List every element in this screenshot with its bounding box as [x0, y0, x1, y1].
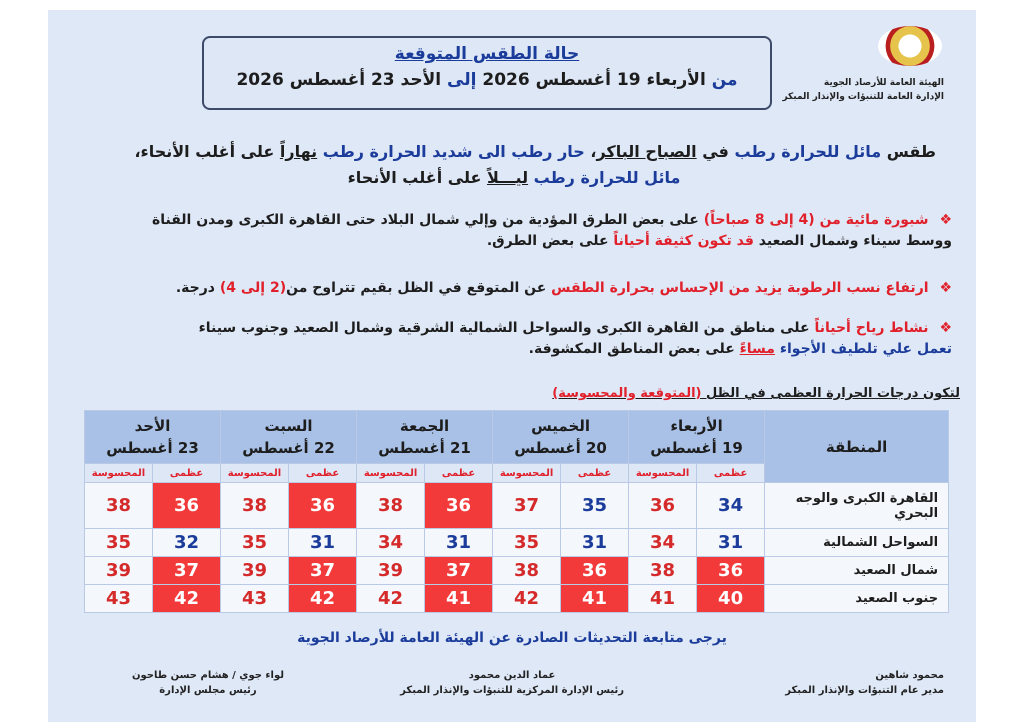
page-title: حالة الطقس المتوقعة	[394, 44, 580, 64]
table-row	[85, 585, 949, 613]
meteorological-authority-logo	[878, 26, 942, 66]
felt-temp-cell: 38	[629, 557, 697, 585]
day-header: الجمعة 21 أغسطس	[357, 411, 493, 464]
diamond-bullet-icon: ❖	[939, 280, 952, 296]
max-label: عظمى	[425, 464, 493, 483]
bullet-fog: ❖ شبورة مائية من (4 إلى 8 صباحاً) على بعض الطرق المؤدية من وإلي شمال البلاد حتى القاهرة الكبرى ومدن القناة ووسط سيناء وشمال الصعيد قد تكون كثيفة أحياناً على بعض الطرق.	[151, 212, 952, 249]
max-temp-cell: 35	[561, 483, 629, 529]
max-label: عظمى	[289, 464, 357, 483]
summary-line-2: مائل للحرارة رطب ليـــلاً على أغلب الأنحاء	[347, 168, 681, 187]
max-temp-cell: 36	[425, 483, 493, 529]
day-header: الأربعاء 19 أغسطس	[629, 411, 765, 464]
max-temp-cell: 41	[561, 585, 629, 613]
felt-temp-cell: 35	[493, 529, 561, 557]
max-label: عظمى	[697, 464, 765, 483]
felt-label: المحسوسة	[493, 464, 561, 483]
felt-temp-cell: 42	[357, 585, 425, 613]
felt-temp-cell: 42	[493, 585, 561, 613]
day-header: الخميس 20 أغسطس	[493, 411, 629, 464]
max-temp-cell: 37	[153, 557, 221, 585]
max-label: عظمى	[153, 464, 221, 483]
region-name: جنوب الصعيد	[765, 585, 949, 613]
temperature-table	[84, 410, 949, 613]
region-header: المنطقة	[765, 411, 949, 483]
felt-temp-cell: 37	[493, 483, 561, 529]
max-temp-cell: 36	[697, 557, 765, 585]
max-temp-cell: 37	[289, 557, 357, 585]
title-box	[202, 36, 772, 110]
felt-temp-cell: 39	[221, 557, 289, 585]
felt-label: المحسوسة	[357, 464, 425, 483]
signature-block-3: لواء جوي / هشام حسن طاحون رئيس مجلس الإدارة	[131, 670, 284, 696]
org-name: الهيئة العامة للأرصاد الجوية	[823, 78, 944, 88]
day-header: الأحد 23 أغسطس	[85, 411, 221, 464]
max-temp-cell: 40	[697, 585, 765, 613]
max-temp-cell: 42	[153, 585, 221, 613]
felt-temp-cell: 43	[85, 585, 153, 613]
table-row	[85, 557, 949, 585]
table-row	[85, 529, 949, 557]
summary-line-1: طقس مائل للحرارة رطب في الصباح الباكر، حار رطب الى شديد الحرارة رطب نهاراً على أغلب الأنحاء،	[134, 142, 936, 161]
max-temp-cell: 42	[289, 585, 357, 613]
felt-label: المحسوسة	[221, 464, 289, 483]
max-label: عظمى	[561, 464, 629, 483]
day-header: السبت 22 أغسطس	[221, 411, 357, 464]
max-temp-cell: 37	[425, 557, 493, 585]
bulletin-sheet	[48, 10, 976, 722]
date-range: من الأربعاء 19 أغسطس 2026 إلى الأحد 23 أغسطس 2026	[236, 70, 738, 90]
felt-temp-cell: 43	[221, 585, 289, 613]
felt-label: المحسوسة	[629, 464, 697, 483]
max-temp-cell: 31	[289, 529, 357, 557]
region-name: شمال الصعيد	[765, 557, 949, 585]
felt-temp-cell: 38	[357, 483, 425, 529]
max-temp-cell: 34	[697, 483, 765, 529]
felt-temp-cell: 34	[357, 529, 425, 557]
max-temp-cell: 36	[561, 557, 629, 585]
felt-label: المحسوسة	[85, 464, 153, 483]
felt-temp-cell: 34	[629, 529, 697, 557]
felt-temp-cell: 41	[629, 585, 697, 613]
felt-temp-cell: 39	[357, 557, 425, 585]
max-temp-cell: 31	[561, 529, 629, 557]
region-name: السواحل الشمالية	[765, 529, 949, 557]
diamond-bullet-icon: ❖	[939, 320, 952, 336]
org-department: الإدارة العامة للتنبؤات والإنذار المبكر	[782, 92, 944, 102]
max-temp-cell: 41	[425, 585, 493, 613]
table-row	[85, 483, 949, 529]
felt-temp-cell: 36	[629, 483, 697, 529]
felt-temp-cell: 38	[85, 483, 153, 529]
felt-temp-cell: 38	[493, 557, 561, 585]
bullet-humidity: ❖ ارتفاع نسب الرطوبة يزيد من الإحساس بحرارة الطقس عن المتوقع في الظل بقيم تتراوح من(2 إلى 4) درجة.	[175, 280, 952, 296]
felt-temp-cell: 35	[85, 529, 153, 557]
felt-temp-cell: 35	[221, 529, 289, 557]
table-caption: لتكون درجات الحرارة العظمى في الظل (المتوقعة والمحسوسة)	[552, 386, 960, 401]
signature-block-2: عماد الدين محمود رئيس الإدارة المركزية للتنبؤات والإنذار المبكر	[400, 670, 624, 696]
bullet-winds: ❖ نشاط رياح أحياناً على مناطق من القاهرة الكبرى والسواحل الشمالية الشرقية وشمال الصعيد وجنوب سيناء تعمل علي تلطيف الأجواء مساءً على بعض المناطق المكشوفة.	[198, 320, 952, 357]
felt-temp-cell: 39	[85, 557, 153, 585]
max-temp-cell: 31	[697, 529, 765, 557]
max-temp-cell: 31	[425, 529, 493, 557]
signature-block-1: محمود شاهين مدير عام التنبؤات والإنذار المبكر	[785, 670, 944, 696]
max-temp-cell: 36	[289, 483, 357, 529]
diamond-bullet-icon: ❖	[939, 212, 952, 228]
region-name: القاهرة الكبرى والوجه البحري	[765, 483, 949, 529]
footer-note: يرجى متابعة التحديثات الصادرة عن الهيئة العامة للأرصاد الجوية	[297, 630, 727, 646]
max-temp-cell: 36	[153, 483, 221, 529]
felt-temp-cell: 38	[221, 483, 289, 529]
max-temp-cell: 32	[153, 529, 221, 557]
